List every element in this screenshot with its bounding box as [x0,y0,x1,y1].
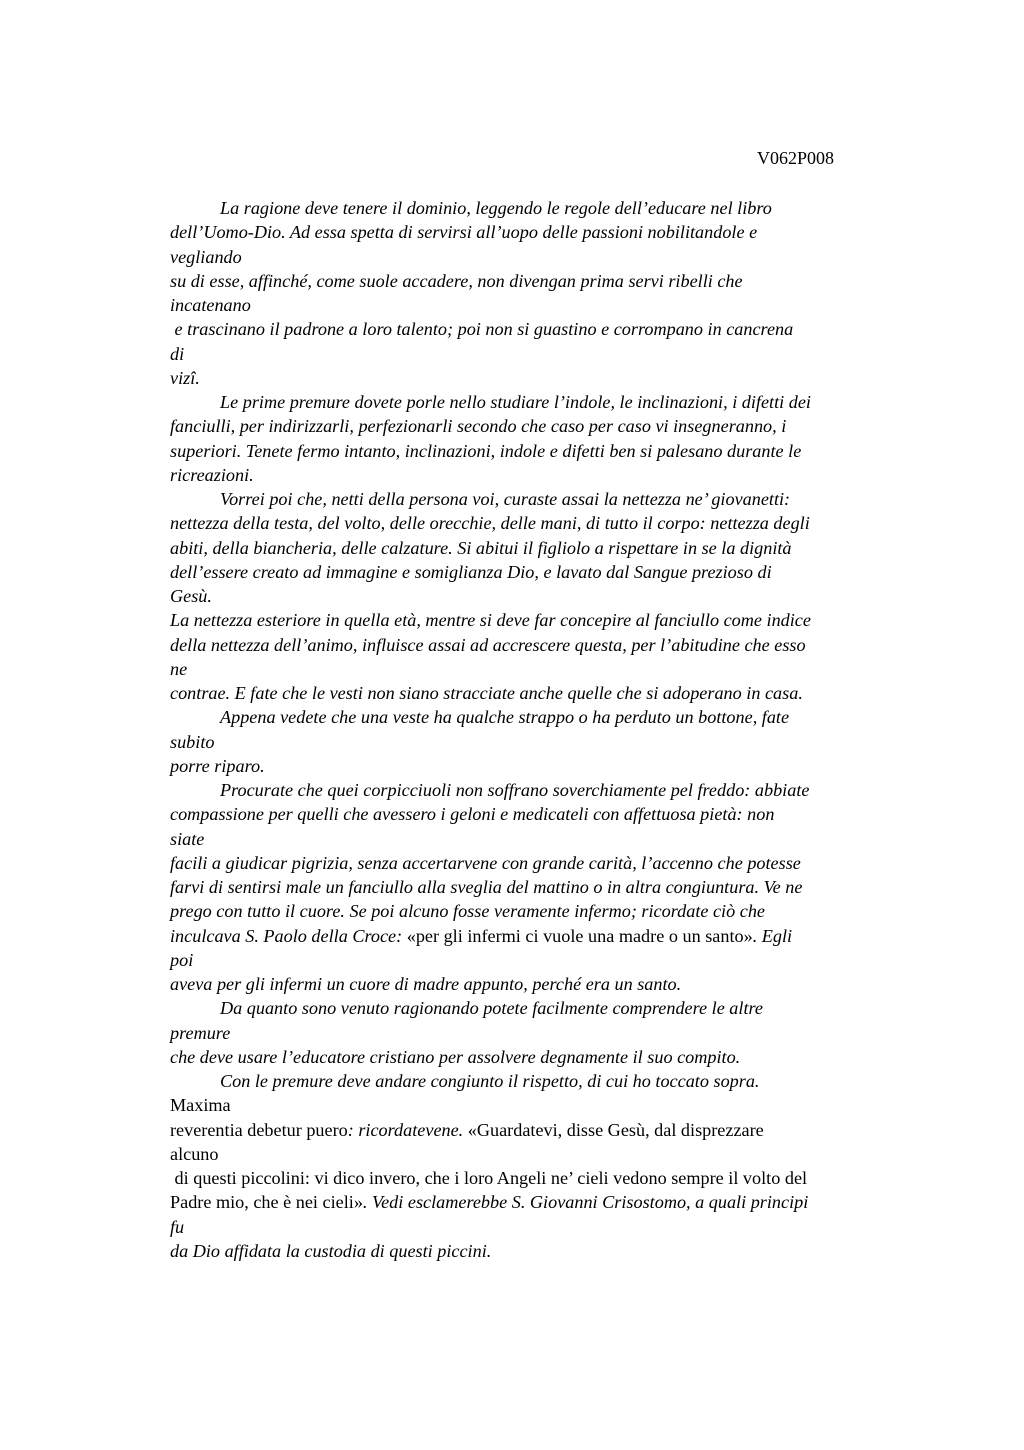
text-line [170,293,910,317]
text-line [170,1166,910,1190]
text-segment: subito [170,731,215,752]
text-line [170,487,910,511]
text-line [170,633,910,657]
text-line [170,1093,910,1117]
text-line [170,269,910,293]
text-segment: La nettezza esteriore in quella età, mentre si deve far concepire al fanciullo come indice [170,610,811,631]
text-segment: La ragione deve tenere il dominio, leggendo le regole dell’educare nel libro [220,198,772,218]
text-segment: poi [170,949,194,970]
text-line [170,778,910,802]
text-line [170,681,910,705]
text-segment: Procurate che quei corpicciuoli non soffrano soverchiamente pel freddo: abbiate [220,780,810,800]
text-line [170,196,910,220]
text-segment: inculcava S. Paolo della Croce: [170,925,407,946]
text-segment: aveva per gli infermi un cuore di madre appunto, perché era un santo. [170,974,682,994]
text-segment: contrae. E fate che le vesti non siano stracciate anche quelle che si adoperano in casa. [170,683,803,703]
text-line [170,390,910,414]
text-segment: fanciulli, per indirizzarli, perfezionarli secondo che caso per caso vi insegneranno, i [170,416,787,437]
text-line [170,705,910,729]
text-segment: facili a giudicar pigrizia, senza accertarvene con grande carità, l’accenno che potesse [170,852,801,873]
text-line [170,802,910,826]
text-segment: ricreazioni. [170,464,254,485]
text-segment: che deve usare l’educatore cristiano per assolvere degnamente il suo compito. [170,1046,741,1067]
text-segment: Maxima [170,1095,231,1116]
text-line [170,463,910,487]
text-line [170,924,910,948]
text-line [170,1069,910,1093]
text-segment: prego con tutto il cuore. Se poi alcuno fosse veramente infermo; ricordate ciò che [170,901,765,922]
text-line [170,1239,910,1263]
text-segment: «per gli infermi ci vuole una madre o un santo» [406,925,753,946]
text-segment: superiori. Tenete fermo intanto, inclinazioni, indole e difetti ben si palesano durante le [170,440,802,461]
text-segment: di questi piccolini: vi dico invero, che i loro Angeli ne’ cieli vedono sempre il volto del [170,1168,808,1188]
text-line [170,657,910,681]
text-line [170,584,910,608]
text-segment: Appena vedete che una veste ha qualche strappo o ha perduto un bottone, fate [220,707,790,728]
text-segment: : ricordatevene. [347,1119,468,1140]
text-line [170,511,910,535]
text-segment: di [170,343,185,364]
text-segment: farvi di sentirsi male un fanciullo alla sveglia del mattino o in altra congiuntura. Ve ne [170,877,803,897]
text-line [170,948,910,972]
text-segment: Vorrei poi che, netti della persona voi, curaste assai la nettezza ne’ giovanetti: [220,489,791,509]
text-line [170,1021,910,1045]
text-segment: vegliando [170,246,242,267]
text-segment: Da quanto sono venuto ragionando potete facilmente comprendere le altre [220,998,763,1019]
text-segment: Padre mio, che è nei cieli» [170,1192,363,1213]
text-line [170,317,910,341]
text-line [170,245,910,269]
text-segment: premure [170,1022,231,1043]
text-segment: dell’essere creato ad immagine e somiglianza Dio, e lavato dal Sangue prezioso di [170,561,772,582]
text-line [170,875,910,899]
text-line [170,730,910,754]
text-line [170,1118,910,1142]
text-line [170,342,910,366]
text-line [170,439,910,463]
text-segment: incatenano [170,295,251,315]
text-line [170,851,910,875]
text-segment: . Egli [752,925,793,946]
text-line [170,608,910,632]
text-line [170,996,910,1020]
text-line [170,536,910,560]
text-line [170,754,910,778]
text-segment: vizî. [170,367,200,388]
text-segment: . Vedi esclamerebbe S. Giovanni Crisostomo, a quali principi [362,1192,809,1213]
text-segment: e trascinano il padrone a loro talento; poi non si guastino e corrompano in cancrena [170,319,794,340]
text-segment: «Guardatevi, disse Gesù, dal disprezzare [467,1119,764,1140]
text-line [170,827,910,851]
text-segment: reverentia debetur puero [170,1119,348,1140]
text-segment: alcuno [170,1143,219,1164]
text-segment: abiti, della biancheria, delle calzature. Si abitui il figliolo a rispettare in se la dignità [170,537,792,558]
text-segment: su di esse, affinché, come suole accadere, non divengan prima servi ribelli che [170,270,743,291]
text-segment: Gesù. [170,586,212,606]
text-line [170,1215,910,1239]
text-segment: da Dio affidata la custodia di questi piccini. [170,1240,492,1261]
text-line [170,1142,910,1166]
body-text [170,196,910,1263]
text-line [170,972,910,996]
text-line [170,1045,910,1069]
text-line [170,560,910,584]
text-segment: fu [170,1216,185,1237]
text-segment: Le prime premure dovete porle nello studiare l’indole, le inclinazioni, i difetti dei [220,392,811,412]
text-line [170,220,910,244]
text-segment: ne [170,658,188,679]
text-line [170,366,910,390]
text-line [170,1190,910,1214]
text-segment: nettezza della testa, del volto, delle orecchie, delle mani, di tutto il corpo: nettezza degli [170,513,810,534]
text-line [170,414,910,438]
text-segment: siate [170,828,205,849]
text-segment: porre riparo. [170,755,265,776]
text-segment: dell’Uomo-Dio. Ad essa spetta di servirsi all’uopo delle passioni nobilitandole e [170,222,758,243]
text-segment: della nettezza dell’animo, influisce assai ad accrescere questa, per l’abitudine che esso [170,634,806,655]
text-line [170,899,910,923]
text-segment: compassione per quelli che avessero i geloni e medicateli con affettuosa pietà: non [170,804,775,825]
text-segment: Con le premure deve andare congiunto il rispetto, di cui ho toccato sopra. [220,1071,760,1091]
page-identifier: V062P008 [757,148,835,168]
